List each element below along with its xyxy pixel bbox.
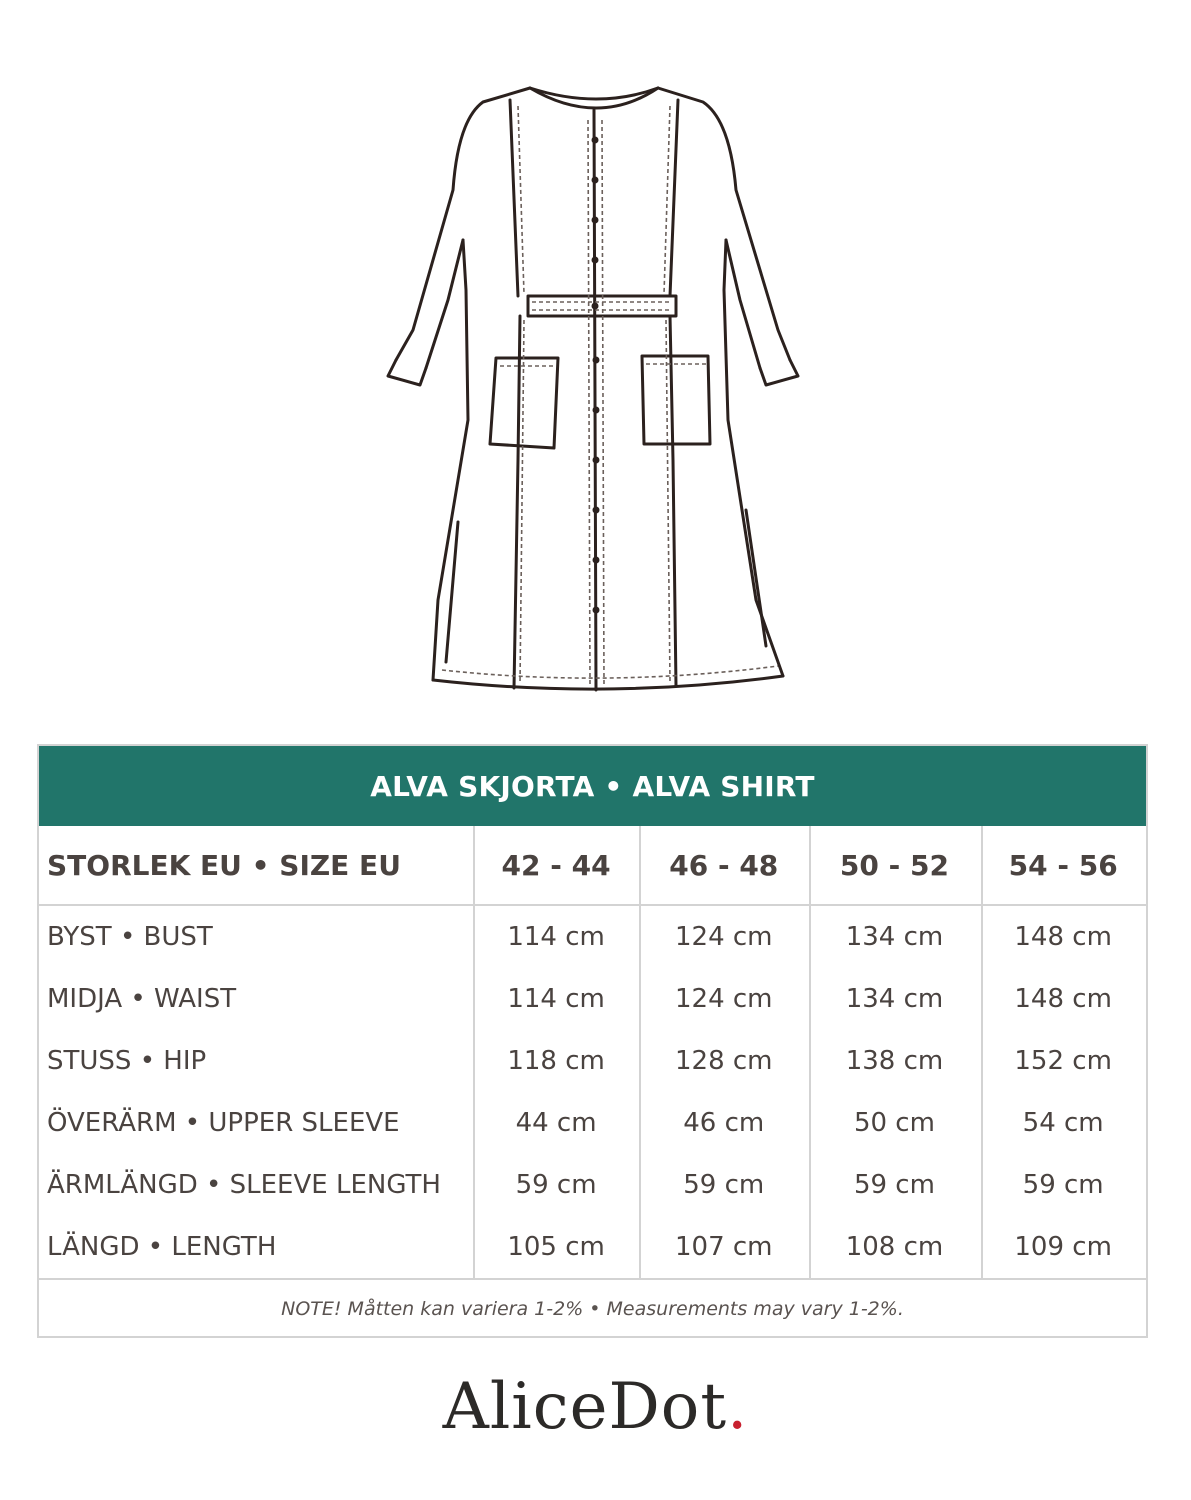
cell-value: 152 cm [1014,1046,1112,1076]
column-divider [981,826,983,1278]
table-row [39,1216,1146,1278]
cell-value: 114 cm [507,984,605,1014]
row-label: BYST • BUST [47,922,213,952]
table-title: ALVA SKJORTA • ALVA SHIRT [39,746,1146,826]
table-row [39,1030,1146,1092]
row-label: ÄRMLÄNGD • SLEEVE LENGTH [47,1170,441,1200]
size-column-3: 50 - 52 [839,848,949,882]
cell-value: 138 cm [845,1046,944,1076]
brand-logo [0,1370,1191,1444]
cell-value: 109 cm [1014,1232,1112,1262]
row-label: STUSS • HIP [47,1046,207,1076]
size-label: STORLEK EU • SIZE EU [47,848,401,882]
cell-value: 107 cm [675,1232,773,1262]
size-chart-table [37,744,1148,1338]
dress-illustration [278,40,910,712]
cell-value: 59 cm [515,1170,597,1200]
cell-value: 59 cm [1022,1170,1104,1200]
row-label: MIDJA • WAIST [47,984,237,1014]
size-column-2: 46 - 48 [669,848,779,882]
cell-value: 124 cm [675,922,773,952]
cell-value: 59 cm [853,1170,935,1200]
size-header-row [39,826,1146,904]
cell-value: 54 cm [1022,1108,1104,1138]
cell-value: 114 cm [507,922,605,952]
size-column-1: 42 - 44 [501,848,611,882]
cell-value: 59 cm [683,1170,765,1200]
table-row [39,968,1146,1030]
size-column-4: 54 - 56 [1008,848,1118,882]
cell-value: 118 cm [507,1046,605,1076]
cell-value: 46 cm [683,1108,765,1138]
cell-value: 128 cm [675,1046,773,1076]
table-row [39,1092,1146,1154]
brand-name: AliceDot [442,1370,728,1444]
brand-dot: . [727,1370,749,1444]
cell-value: 124 cm [675,984,773,1014]
cell-value: 134 cm [845,984,944,1014]
cell-value: 134 cm [845,922,944,952]
cell-value: 105 cm [507,1232,605,1262]
column-divider [639,826,641,1278]
cell-value: 148 cm [1014,922,1112,952]
cell-value: 44 cm [515,1108,597,1138]
table-row [39,1154,1146,1216]
column-divider [473,826,475,1278]
cell-value: 108 cm [845,1232,944,1262]
table-row [39,906,1146,968]
row-label: LÄNGD • LENGTH [47,1232,277,1262]
cell-value: 148 cm [1014,984,1112,1014]
measurement-note: NOTE! Måtten kan variera 1-2% • Measurements may vary 1-2%. [281,1298,904,1320]
cell-value: 50 cm [853,1108,935,1138]
row-label: ÖVERÄRM • UPPER SLEEVE [47,1108,400,1138]
column-divider [809,826,811,1278]
